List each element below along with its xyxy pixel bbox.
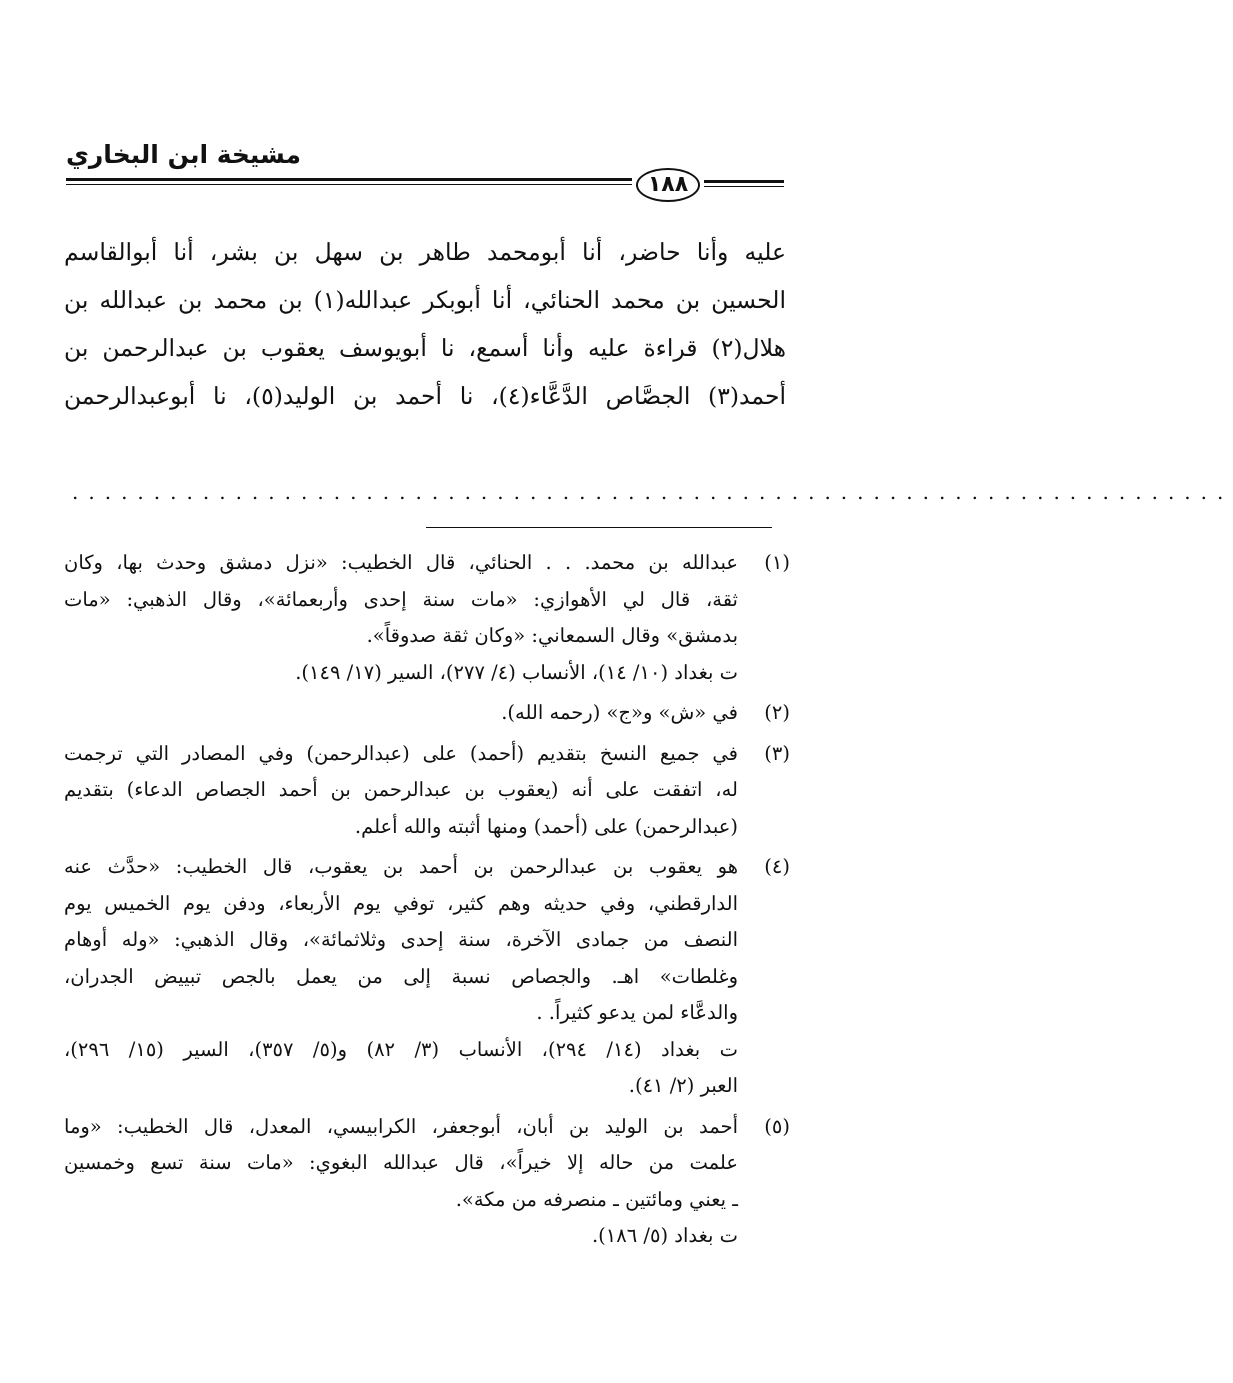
main-line: الحسين بن محمد الحنائي، أنا أبوبكر عبدالله(١) بن محمد بن عبدالله بن [64,286,786,314]
footnote-line: وغلطات» اهـ. والجصاص نسبة إلى من يعمل بالجص تبييض الجدران، [64,964,738,988]
footnote-line: ثقة، قال لي الأهوازي: «مات سنة إحدى وأربعمائة»، وقال الذهبي: «مات [64,587,738,611]
footnote-line: النصف من جمادى الآخرة، سنة إحدى وثلاثمائة»، وقال الذهبي: «وله أوهام [64,928,738,951]
footnote-line: والدعَّاء لمن يدعو كثيراً. . [536,1001,738,1024]
footnote-number: (١) [764,551,790,574]
footnote-line: (عبدالرحمن) على (أحمد) ومنها أثبته والله أعلم. [354,814,738,838]
footnote-line: الدارقطني، وفي حديثه وهم كثير، توفي يوم الأربعاء، ودفن يوم الخميس يوم [64,891,738,915]
footnote-number: (٢) [764,701,790,724]
footnote-line: في جميع النسخ بتقديم (أحمد) على (عبدالرحمن) وفي المصادر التي ترجمت [64,741,738,765]
book-title: مشيخة ابن البخاري [66,140,302,169]
footnote-line: بدمشق» وقال السمعاني: «وكان ثقة صدوقاً». [366,624,738,647]
footnote-2 [64,695,790,732]
main-text [64,228,786,420]
dotted-separator: ....................................................................... [72,480,1233,504]
footnote-3 [64,736,790,846]
header-rule-left-bottom [66,184,632,185]
header-rule-right-bottom [704,186,784,187]
footnote-line: له، اتفقت على أنه (يعقوب بن عبدالرحمن بن أحمد الجصاص الدعاء) بتقديم [64,778,738,801]
footnote-line: ت بغداد (١٤/ ٢٩٤)، الأنساب (٣/ ٨٢) و(٥/ ٣٥٧)، السير (١٥/ ٢٩٦)، [64,1037,738,1061]
footnote-rule [426,527,772,528]
main-line: أحمد(٣) الجصَّاص الدَّعَّاء(٤)، نا أحمد بن الوليد(٥)، نا أبوعبدالرحمن [64,382,787,410]
main-line: هلال(٢) قراءة عليه وأنا أسمع، نا أبويوسف يعقوب بن عبدالرحمن بن [64,334,786,362]
footnote-line: هو يعقوب بن عبدالرحمن بن أحمد بن يعقوب، قال الخطيب: «حدَّث عنه [64,855,738,878]
footnote-line: ت بغداد (١٠/ ١٤)، الأنساب (٤/ ٢٧٧)، السير (١٧/ ١٤٩). [295,660,738,684]
footnote-line: ت بغداد (٥/ ١٨٦). [591,1224,738,1247]
footnotes [64,545,790,1259]
footnote-4 [64,849,790,1105]
main-line: عليه وأنا حاضر، أنا أبومحمد طاهر بن سهل بن بشر، أنا أبوالقاسم [64,238,786,266]
footnote-line: في «ش» و«ج» (رحمه الله). [501,701,738,724]
footnote-line: علمت من حاله إلا خيراً»، قال عبدالله البغوي: «مات سنة تسع وخمسين [64,1151,738,1174]
footnote-line: أحمد بن الوليد بن أبان، أبوجعفر، الكرابيسي، المعدل، قال الخطيب: «وما [64,1114,738,1138]
footnote-line: عبدالله بن محمد. . . الحنائي، قال الخطيب: «نزل دمشق وحدث بها، وكان [64,551,738,574]
header-rule-right-top [704,180,784,183]
footnote-line: العبر (٢/ ٤١). [628,1074,738,1097]
footnote-line: ـ يعني ومائتين ـ منصرفه من مكة». [455,1187,738,1211]
footnote-1 [64,545,790,691]
page-number-badge: ١٨٨ [636,168,700,202]
footnote-5 [64,1109,790,1255]
footnote-number: (٤) [764,855,790,878]
footnote-number: (٥) [764,1114,790,1138]
header-rule-left-top [66,178,632,181]
footnote-number: (٣) [764,741,790,765]
